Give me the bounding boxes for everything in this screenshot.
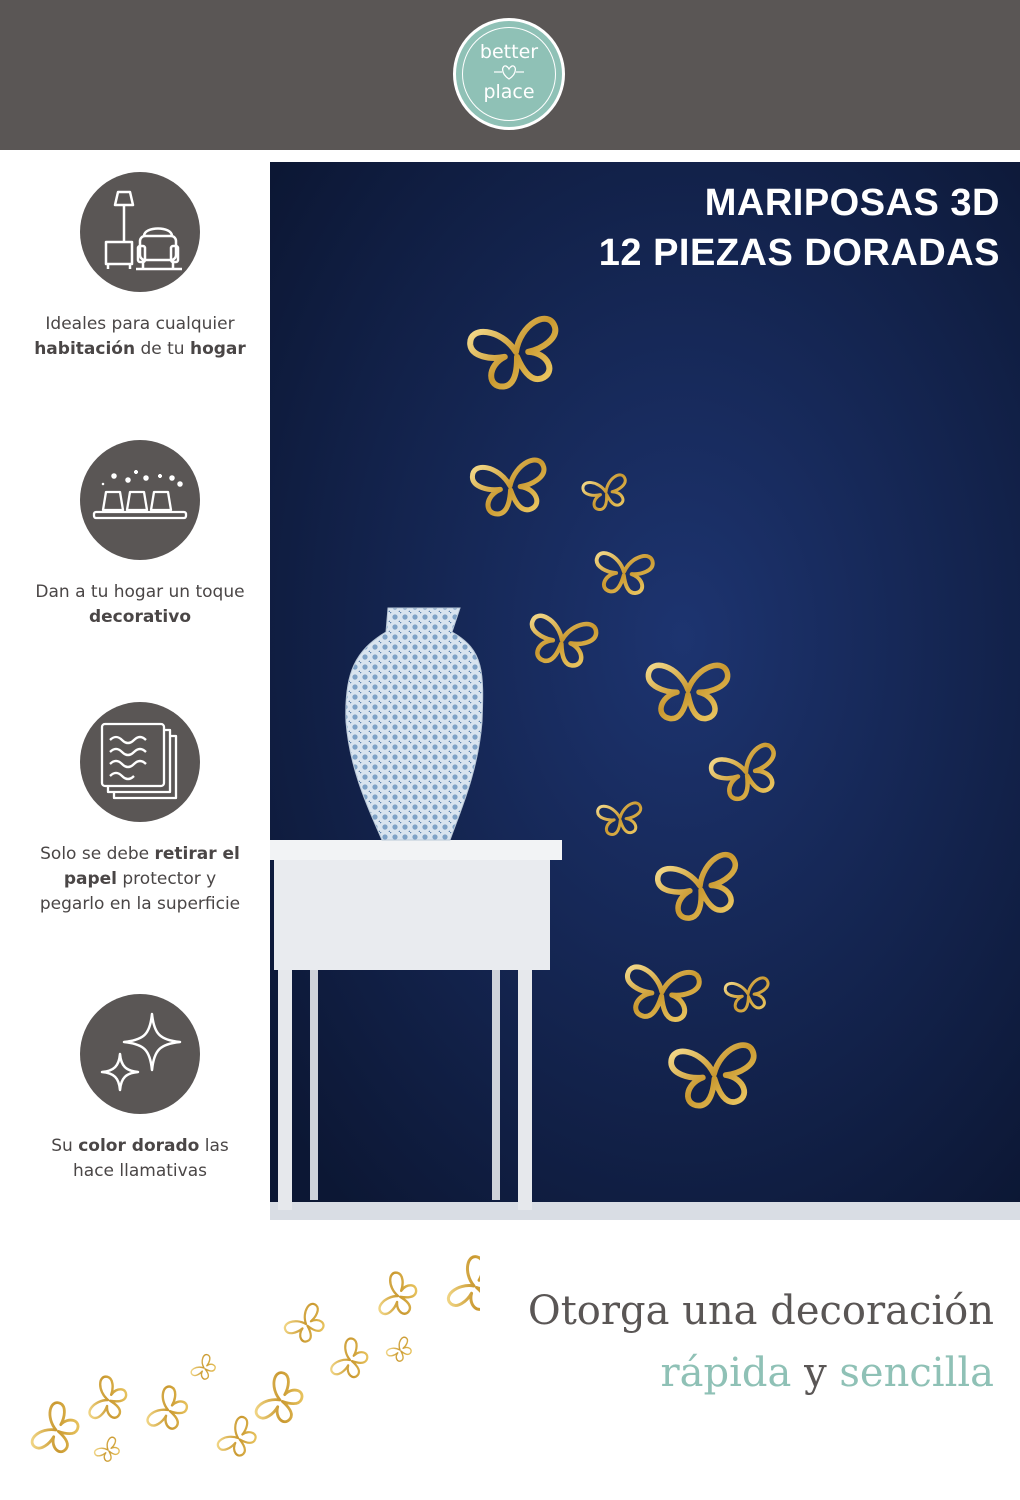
decor-shelf-icon: [80, 440, 200, 560]
feature-decorative: [30, 440, 250, 630]
feature-icon-circle: [80, 172, 200, 292]
product-title-line1: MARIPOSAS 3D: [704, 182, 1000, 224]
logo-text-bottom: place: [483, 81, 535, 103]
feature-rooms: [30, 172, 250, 362]
furniture-icon: [80, 172, 200, 292]
feature-text: Solo se debe retirar el papel protector y pegarlo en la superficie: [39, 844, 241, 914]
tagline-line1: Otorga una decoración: [527, 1288, 994, 1334]
feature-text: Ideales para cualquier habitación de tu hogar: [34, 314, 246, 359]
butterflies-decoration: [20, 1250, 480, 1490]
feature-easy-apply: [30, 702, 250, 917]
header-bar: [0, 0, 1020, 150]
product-photo: [270, 162, 1020, 1220]
feature-golden-color: [30, 994, 250, 1184]
product-title-line2: 12 PIEZAS DORADAS: [598, 232, 1000, 274]
tagline-word-simple: sencilla: [839, 1350, 994, 1396]
brand-logo[interactable]: [453, 18, 565, 130]
product-title: [599, 178, 1000, 278]
logo-text-top: better: [479, 41, 539, 63]
heart-icon: [494, 63, 524, 81]
tagline-line2: [528, 1342, 994, 1404]
tagline-connector: y: [791, 1350, 840, 1396]
tagline-word-quick: rápida: [660, 1350, 792, 1396]
tagline: [528, 1280, 994, 1404]
feature-icon-circle: [80, 994, 200, 1114]
feature-text: Su color dorado las hace llamativas: [51, 1136, 229, 1181]
feature-text: Dan a tu hogar un toque decorativo: [35, 582, 245, 627]
sparkle-icon: [80, 994, 200, 1114]
feature-icon-circle: [80, 440, 200, 560]
wall-scene: [270, 162, 1020, 1220]
sticker-layers-icon: [80, 702, 200, 822]
feature-icon-circle: [80, 702, 200, 822]
